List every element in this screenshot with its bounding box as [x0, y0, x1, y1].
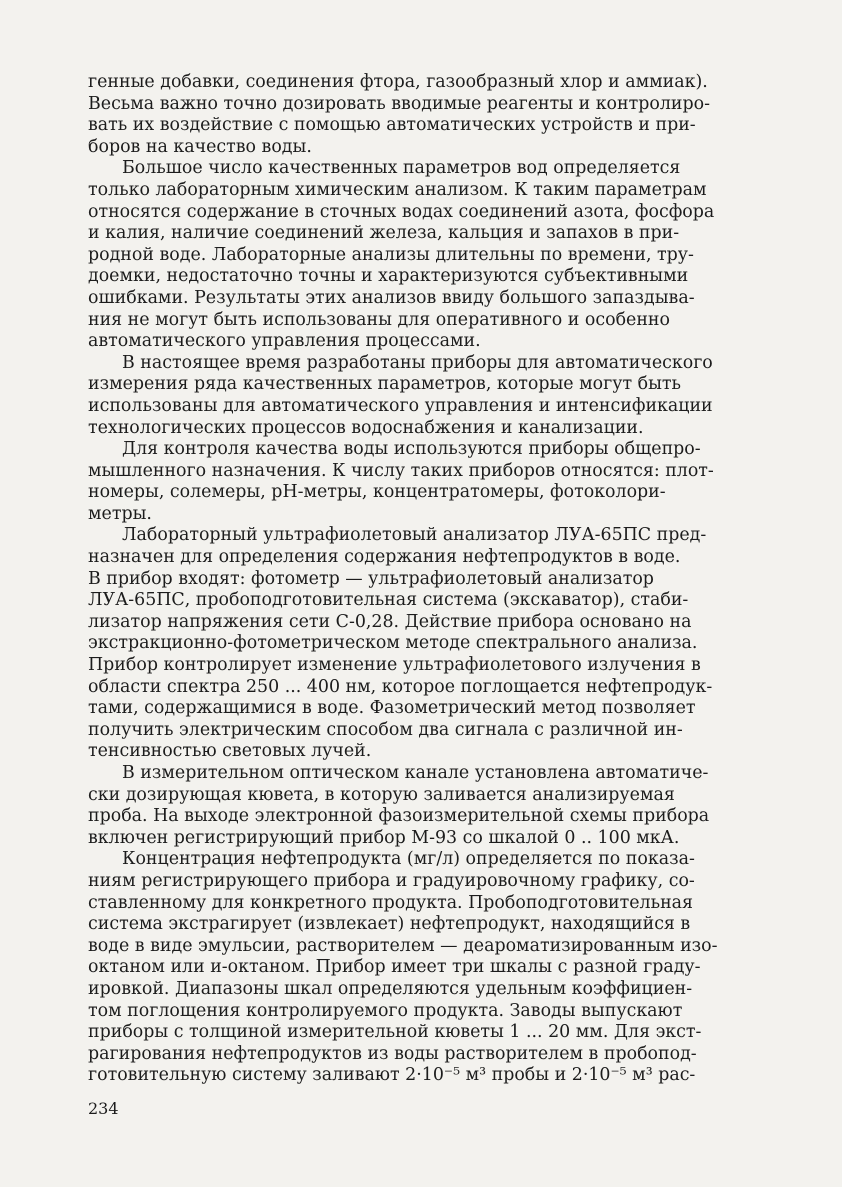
- text-line: В измерительном оптическом канале установлена автоматиче-: [122, 763, 709, 783]
- text-line: В прибор входят: фотометр — ультрафиолетовый анализатор: [88, 568, 654, 589]
- paragraph: [88, 849, 766, 1087]
- text-line: боров на качество воды.: [88, 136, 312, 157]
- text-line: Весьма важно точно дозировать вводимые реагенты и контролиро-: [88, 93, 710, 114]
- text-line: номеры, солемеры, pH-метры, концентратомеры, фотоколори-: [88, 482, 666, 503]
- text-line: В настоящее время разработаны приборы для автоматического: [122, 352, 713, 373]
- text-line: и калия, наличие соединений железа, кальция и запахов в при-: [88, 223, 680, 244]
- text-line: воде в виде эмульсии, растворителем — деароматизированным изо-: [88, 935, 718, 956]
- text-line: ЛУА-65ПС, пробоподготовительная система (экскаватор), стаби-: [88, 590, 689, 611]
- text-line: назначен для определения содержания нефтепродуктов в воде.: [88, 547, 681, 568]
- text-line: области спектра 250 ... 400 нм, которое поглощается нефтепродук-: [88, 676, 713, 697]
- text-line: относятся содержание в сточных водах соединений азота, фосфора: [88, 201, 715, 222]
- text-line: измерения ряда качественных параметров, которые могут быть: [88, 374, 681, 395]
- text-line: том поглощения контролируемого продукта. Заводы выпускают: [88, 1000, 683, 1021]
- paragraph: [88, 72, 766, 158]
- text-line: только лабораторным химическим анализом. К таким параметрам: [88, 179, 707, 200]
- paragraph: [88, 439, 766, 525]
- text-line: метры.: [88, 503, 152, 524]
- text-line: включен регистрирующий прибор М-93 со шкалой 0 .. 100 мкА.: [88, 827, 680, 848]
- text-line: Для контроля качества воды используются приборы общепро-: [122, 439, 701, 460]
- text-line: ошибками. Результаты этих анализов ввиду большого запаздыва-: [88, 287, 695, 308]
- paragraph: [88, 525, 766, 763]
- text-line: вать их воздействие с помощью автоматических устройств и при-: [88, 115, 696, 136]
- text-line: октаном или и-октаном. Прибор имеет три шкалы с разной граду-: [88, 957, 701, 978]
- paragraph: [88, 763, 766, 849]
- text-line: ировкой. Диапазоны шкал определяются удельным коэффициен-: [88, 978, 693, 999]
- text-line: тенсивностью световых лучей.: [88, 741, 372, 762]
- text-line: ставленному для конкретного продукта. Пробоподготовительная: [88, 892, 694, 913]
- paragraph: [88, 353, 766, 439]
- text-line: генные добавки, соединения фтора, газообразный хлор и аммиак).: [88, 72, 708, 92]
- text-line: готовительную систему заливают 2·10⁻⁵ м³ пробы и 2·10⁻⁵ м³ рас-: [88, 1065, 696, 1086]
- text-line: родной воде. Лабораторные анализы длительны по времени, тру-: [88, 244, 694, 265]
- text-line: лизатор напряжения сети С-0,28. Действие прибора основано на: [88, 611, 692, 632]
- text-line: технологических процессов водоснабжения и канализации.: [88, 417, 644, 438]
- text-line: Прибор контролирует изменение ультрафиолетового излучения в: [88, 655, 701, 676]
- text-line: доемки, недостаточно точны и характеризуются субъективными: [88, 266, 689, 287]
- text-line: ния не могут быть использованы для оперативного и особенно: [88, 309, 670, 330]
- text-line: Концентрация нефтепродукта (мг/л) определяется по показа-: [122, 849, 695, 870]
- text-line: ски дозирующая кювета, в которую заливается анализируемая: [88, 784, 675, 805]
- text-line: Большое число качественных параметров вод определяется: [122, 158, 681, 179]
- text-line: ниям регистрирующего прибора и градуировочному графику, со-: [88, 870, 695, 891]
- paragraph: [88, 158, 766, 352]
- page-number: 234: [88, 1099, 119, 1118]
- text-line: рагирования нефтепродуктов из воды растворителем в пробопод-: [88, 1043, 697, 1064]
- text-line: тами, содержащимися в воде. Фазометрический метод позволяет: [88, 698, 696, 719]
- text-line: использованы для автоматического управления и интенсификации: [88, 395, 713, 416]
- text-line: Лабораторный ультрафиолетовый анализатор ЛУА-65ПС пред-: [122, 525, 707, 546]
- text-line: получить электрическим способом два сигнала с различной ин-: [88, 719, 683, 740]
- text-line: автоматического управления процессами.: [88, 331, 481, 352]
- text-line: экстракционно-фотометрическом методе спектрального анализа.: [88, 633, 698, 654]
- text-line: система экстрагирует (извлекает) нефтепродукт, находящийся в: [88, 914, 691, 935]
- text-line: проба. На выходе электронной фазоизмерительной схемы прибора: [88, 806, 710, 827]
- text-line: приборы с толщиной измерительной кюветы 1 ... 20 мм. Для экст-: [88, 1022, 702, 1043]
- body-text: [88, 72, 766, 1087]
- text-line: мышленного назначения. К числу таких приборов относятся: плот-: [88, 460, 714, 481]
